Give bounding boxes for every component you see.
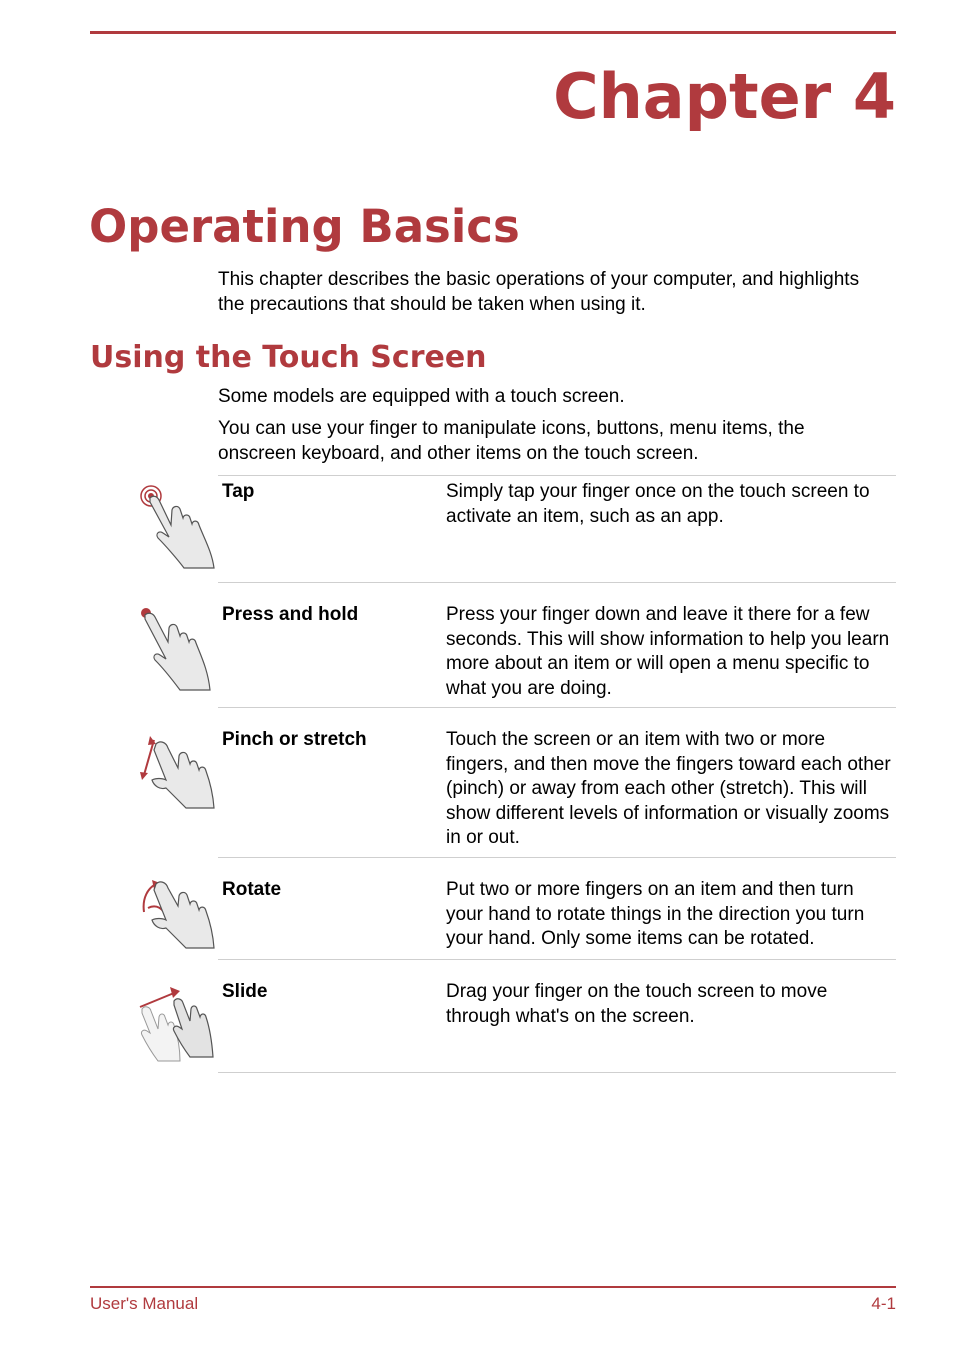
- footer-manual-label: User's Manual: [90, 1294, 199, 1313]
- rotate-gesture-icon: [136, 878, 218, 950]
- gesture-row-tap: [218, 475, 896, 582]
- top-rule: [90, 31, 896, 34]
- footer-page-number: 4-1: [871, 1294, 896, 1313]
- gesture-description: Put two or more fingers on an item and then turn your hand to rotate things in the direction you turn your hand. Only some items can be rotated.: [446, 879, 865, 949]
- page-title: Operating Basics: [89, 200, 520, 253]
- pinch-gesture-icon: [136, 730, 218, 812]
- intro-paragraph: This chapter describes the basic operations of your computer, and highlights the precautions that should be taken when using it.: [218, 269, 860, 315]
- gesture-row-pinch-or-stretch: [218, 707, 896, 857]
- gesture-description: Drag your finger on the touch screen to move through what's on the screen.: [446, 981, 828, 1027]
- section-paragraph-2: You can use your finger to manipulate icons, buttons, menu items, the onscreen keyboard, and other items on the touch screen.: [218, 418, 805, 464]
- gesture-term: Press and hold: [222, 604, 359, 625]
- section-heading: Using the Touch Screen: [90, 340, 487, 375]
- gesture-description: Simply tap your finger once on the touch screen to activate an item, such as an app.: [446, 481, 870, 527]
- gesture-term: Pinch or stretch: [222, 729, 367, 750]
- section-paragraph-1: Some models are equipped with a touch screen.: [218, 386, 625, 407]
- chapter-label: Chapter 4: [553, 60, 896, 133]
- gesture-row-rotate: [218, 857, 896, 959]
- slide-gesture-icon: [136, 985, 218, 1065]
- press-and-hold-gesture-icon: [136, 602, 218, 694]
- gesture-description: Touch the screen or an item with two or more fingers, and then move the fingers toward each other (pinch) or away from each other (stretch). This will show different levels of information or visually zooms in or out.: [446, 729, 891, 848]
- tap-gesture-icon: [136, 480, 218, 572]
- gesture-term: Rotate: [222, 879, 282, 900]
- gesture-description: Press your finger down and leave it there for a few seconds. This will show information to help you learn more about an item or will open a menu specific to what you are doing.: [446, 604, 890, 699]
- gesture-table: [218, 475, 896, 1073]
- gesture-row-slide: [218, 959, 896, 1073]
- gesture-row-press-and-hold: [218, 582, 896, 707]
- footer-rule: [90, 1286, 896, 1288]
- gesture-term: Tap: [222, 481, 255, 502]
- gesture-term: Slide: [222, 981, 268, 1002]
